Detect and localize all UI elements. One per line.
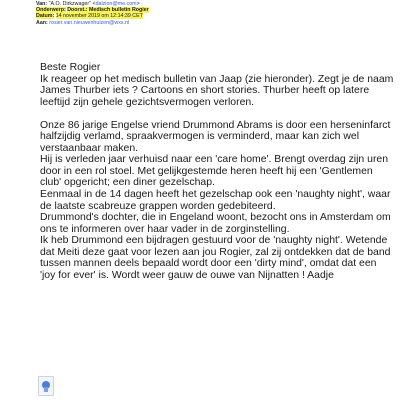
paragraph-care-home: Hij is verleden jaar verhuisd naar een 'care home'. Brengt overdag zijn uren door in een rol stoel. Met gelijkgestemde heren heeft hij een 'Gentlemen club' opgericht; een diner gezelschap.: [40, 154, 389, 189]
from-close: >: [136, 1, 140, 7]
date-label: Datum:: [36, 13, 55, 20]
attachment-file-icon[interactable]: [38, 376, 54, 396]
email-header: [36, 1, 236, 26]
paragraph-contribution: Ik heb Drummond een bijdragen gestuurd voor de 'naughty night'. Wetende dat Meiti deze gaat voor lezen aan jou Rogier, zal zij ontdekken dat de band tussen mannen deels bepaald wordt door een 'dirty mind', omdat dat een 'joy for ever' is. Wordt weer gauw de ouwe van Nijnatten ! Aadje: [40, 235, 391, 281]
paragraph-thurber: Ik reageer op het medisch bulletin van Jaap (zie hieronder). Zegt je de naam James Thurber iets ? Cartoons en short stories. Thurber heeft op latere leeftijd zijn gehele gezichtsvermogen verloren.: [40, 73, 394, 108]
attachment-mark-lower: [44, 387, 48, 392]
to-value[interactable]: rosier.van.nieuwenhuizen@wxs.nl: [49, 19, 130, 26]
date-value: 14 november 2019 om 12:14:39 CET: [55, 13, 143, 20]
paragraph-gap: [40, 108, 394, 120]
to-row: [36, 20, 236, 26]
from-value: "A.O. Dirkzwager" <: [48, 1, 96, 7]
subject-label: Onderwerp:: [36, 7, 66, 14]
paragraph-naughty-night: Eenmaal in de 14 dagen heeft het gezelschap ook een 'naughty night', waar de laatste scabreuze grappen worden gedebiteerd.: [40, 188, 391, 212]
paragraph-daughter: Drummond's dochter, die in Engeland woont, bezocht ons in Amsterdam om ons te informeren over haar vader in de zorginstelling.: [40, 212, 391, 235]
to-label: Aan:: [36, 19, 48, 26]
paragraph-drummond: Onze 86 jarige Engelse vriend Drummond Abrams is door een herseninfarct halfzijdig verlamd, spraakvermogen is verminderd, maar kan zich wel verstaanbaar maken.: [40, 119, 391, 154]
email-body: [40, 62, 394, 281]
from-email[interactable]: dalzion@me.com: [95, 1, 137, 7]
from-label: Van:: [36, 1, 48, 7]
subject-value: Doorst.: Medisch bulletin Rogier: [67, 7, 149, 14]
greeting: Beste Rogier: [40, 62, 101, 73]
